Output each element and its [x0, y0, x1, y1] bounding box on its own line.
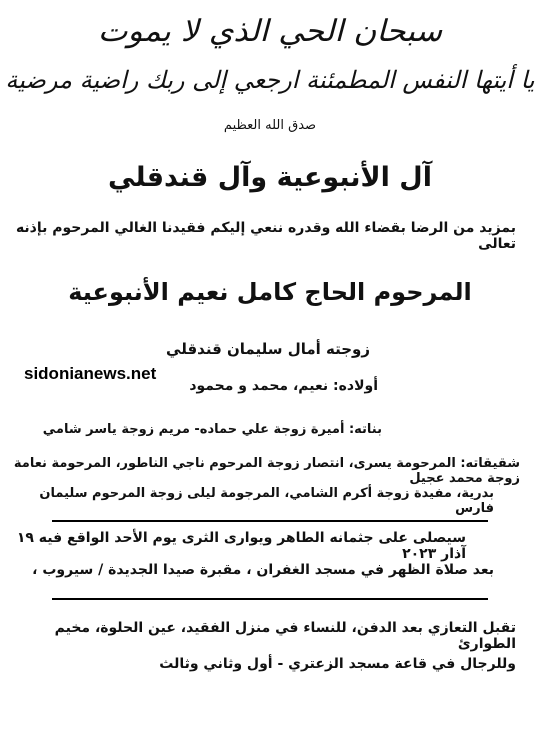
- condolences-line-1: تقبل التعازي بعد الدفن، للنساء في منزل الفقيد، عين الحلوة، مخيم الطوارئ: [54, 620, 516, 652]
- sisters-line-2: بدرية، مفيدة زوجة أكرم الشامي، المرجومة ليلى زوجة المرحوم سليمان فارس: [39, 486, 494, 516]
- daughters-line: بناته: أميرة زوجة علي حماده- مريم زوجة ياسر شامي: [42, 422, 382, 437]
- verse-closing: صدق الله العظيم: [223, 118, 317, 133]
- calligraphy-heading: سبحان الحي الذي لا يموت: [97, 14, 443, 49]
- condolences-line-2: وللرجال في قاعة مسجد الزعتري - أول وثاني وثالث: [159, 656, 516, 672]
- sisters-line-1: شقيقاته: المرحومة يسرى، انتصار زوجة المرحوم ناجي الناطور، المرحومة نعامة زوجة محمد عجيل: [13, 456, 520, 486]
- calligraphy-verse: يا أيتها النفس المطمئنة ارجعي إلى ربك راضية مرضية: [5, 66, 535, 94]
- funeral-prayer-line-2: بعد صلاة الظهر في مسجد الغفران ، مقبرة صيدا الجديدة / سيروب ،: [32, 562, 494, 578]
- sons-line: أولاده: نعيم، محمد و محمود: [189, 378, 378, 394]
- wife-line: زوجته أمال سليمان قندقلي: [166, 340, 370, 358]
- funeral-prayer-line-1: سيصلى على جثمانه الطاهر ويوارى الثرى يوم الأحد الواقع فيه ١٩ آذار ٢٠٢٣: [16, 530, 466, 562]
- intro-text: بمزيد من الرضا بقضاء الله وقدره ننعي إليكم فقيدنا الغالي المرحوم بإذنه تعالى: [15, 220, 516, 252]
- family-names-title: آل الأنبوعية وآل قندقلي: [108, 162, 432, 193]
- website-watermark: sidonianews.net: [24, 364, 157, 383]
- deceased-name: المرحوم الحاج كامل نعيم الأنبوعية: [68, 278, 472, 306]
- divider-bottom: [52, 598, 488, 600]
- divider-top: [52, 520, 488, 522]
